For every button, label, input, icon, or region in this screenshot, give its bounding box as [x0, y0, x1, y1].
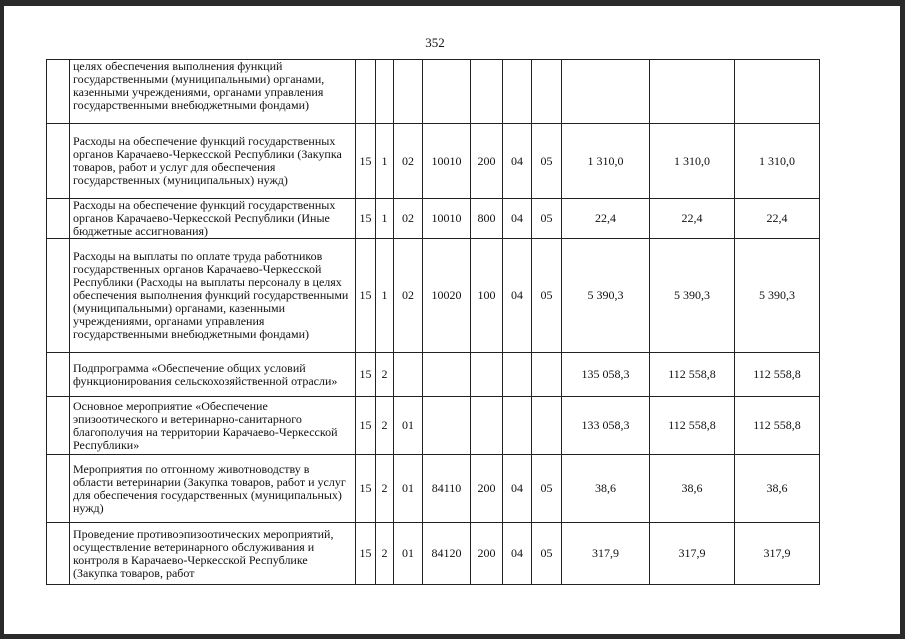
code-cell: 15	[356, 455, 376, 523]
code-cell: 05	[532, 124, 562, 199]
budget-table	[46, 59, 820, 585]
code-cell: 04	[503, 523, 532, 585]
code-cell: 02	[394, 239, 423, 353]
code-cell: 15	[356, 397, 376, 455]
scan-border-left	[0, 0, 4, 639]
amount-cell: 112 558,8	[735, 397, 820, 455]
code-cell	[471, 353, 503, 397]
code-cell	[423, 397, 471, 455]
code-cell: 800	[471, 199, 503, 239]
code-cell	[376, 60, 394, 124]
code-cell	[471, 60, 503, 124]
code-cell: 2	[376, 523, 394, 585]
code-cell	[394, 60, 423, 124]
code-cell: 2	[376, 353, 394, 397]
code-cell: 15	[356, 239, 376, 353]
description-cell: Основное мероприятие «Обеспечение эпизоотического и ветеринарно-санитарного благополучия на территории Карачаево-Черкесской Республики»	[70, 397, 356, 455]
code-cell: 10020	[423, 239, 471, 353]
code-cell: 15	[356, 523, 376, 585]
description-cell: Расходы на обеспечение функций государственных органов Карачаево-Черкесской Республики (Иные бюджетные ассигнования)	[70, 199, 356, 239]
row-number-cell	[47, 199, 70, 239]
code-cell	[532, 353, 562, 397]
row-number-cell	[47, 397, 70, 455]
description-cell: целях обеспечения выполнения функций государственными (муниципальными) органами, казенными учреждениями, органами управления государственными внебюджетными фондами)	[70, 60, 356, 124]
amount-cell: 5 390,3	[650, 239, 735, 353]
description-cell: Мероприятия по отгонному животноводству в области ветеринарии (Закупка товаров, работ и услуг для обеспечения государственных (муниципальных) нужд)	[70, 455, 356, 523]
table-row	[47, 199, 820, 239]
code-cell: 05	[532, 239, 562, 353]
amount-cell: 38,6	[735, 455, 820, 523]
amount-cell: 5 390,3	[562, 239, 650, 353]
code-cell: 01	[394, 455, 423, 523]
amount-cell: 38,6	[562, 455, 650, 523]
table-row	[47, 353, 820, 397]
amount-cell: 22,4	[562, 199, 650, 239]
code-cell	[532, 60, 562, 124]
row-number-cell	[47, 455, 70, 523]
code-cell: 01	[394, 523, 423, 585]
row-number-cell	[47, 523, 70, 585]
code-cell: 84110	[423, 455, 471, 523]
amount-cell: 133 058,3	[562, 397, 650, 455]
code-cell	[503, 60, 532, 124]
amount-cell: 38,6	[650, 455, 735, 523]
code-cell: 1	[376, 199, 394, 239]
amount-cell: 112 558,8	[650, 353, 735, 397]
code-cell: 1	[376, 124, 394, 199]
amount-cell	[735, 60, 820, 124]
table-row	[47, 523, 820, 585]
code-cell	[423, 60, 471, 124]
row-number-cell	[47, 239, 70, 353]
description-cell: Расходы на выплаты по оплате труда работников государственных органов Карачаево-Черкесской Республики (Расходы на выплаты персоналу в целях обеспечения выполнения функций государственными (муниципальными) органами, казенными учреждениями, органами управления государственными внебюджетными фондами)	[70, 239, 356, 353]
code-cell: 04	[503, 124, 532, 199]
amount-cell: 317,9	[650, 523, 735, 585]
row-number-cell	[47, 353, 70, 397]
scan-border-top	[0, 0, 905, 6]
description-cell: Расходы на обеспечение функций государственных органов Карачаево-Черкесской Республики (Закупка товаров, работ и услуг для обеспечения государственных (муниципальных) нужд)	[70, 124, 356, 199]
code-cell: 05	[532, 199, 562, 239]
table-row	[47, 124, 820, 199]
row-number-cell	[47, 124, 70, 199]
code-cell: 02	[394, 199, 423, 239]
code-cell	[356, 60, 376, 124]
code-cell	[423, 353, 471, 397]
code-cell	[532, 397, 562, 455]
code-cell: 15	[356, 353, 376, 397]
code-cell: 05	[532, 523, 562, 585]
code-cell: 2	[376, 455, 394, 523]
code-cell: 200	[471, 124, 503, 199]
description-cell: Проведение противоэпизоотических мероприятий, осуществление ветеринарного обслуживания и контроля в Карачаево-Черкесской Республике (Закупка товаров, работ	[70, 523, 356, 585]
table-row	[47, 239, 820, 353]
code-cell: 01	[394, 397, 423, 455]
scan-border-right	[900, 0, 905, 639]
code-cell	[471, 397, 503, 455]
code-cell: 05	[532, 455, 562, 523]
code-cell: 10010	[423, 124, 471, 199]
code-cell: 10010	[423, 199, 471, 239]
table-row	[47, 60, 820, 124]
code-cell: 1	[376, 239, 394, 353]
code-cell: 200	[471, 523, 503, 585]
code-cell: 2	[376, 397, 394, 455]
amount-cell: 1 310,0	[735, 124, 820, 199]
code-cell: 100	[471, 239, 503, 353]
amount-cell	[650, 60, 735, 124]
code-cell: 04	[503, 199, 532, 239]
amount-cell: 135 058,3	[562, 353, 650, 397]
scan-border-bottom	[0, 634, 905, 639]
code-cell: 02	[394, 124, 423, 199]
table-row	[47, 455, 820, 523]
table-row	[47, 397, 820, 455]
amount-cell: 112 558,8	[735, 353, 820, 397]
code-cell	[394, 353, 423, 397]
code-cell: 15	[356, 199, 376, 239]
amount-cell: 317,9	[735, 523, 820, 585]
amount-cell	[562, 60, 650, 124]
code-cell	[503, 353, 532, 397]
code-cell	[503, 397, 532, 455]
row-number-cell	[47, 60, 70, 124]
code-cell: 200	[471, 455, 503, 523]
amount-cell: 317,9	[562, 523, 650, 585]
amount-cell: 22,4	[735, 199, 820, 239]
code-cell: 15	[356, 124, 376, 199]
amount-cell: 1 310,0	[562, 124, 650, 199]
page-number: 352	[425, 35, 445, 50]
code-cell: 04	[503, 455, 532, 523]
amount-cell: 5 390,3	[735, 239, 820, 353]
code-cell: 04	[503, 239, 532, 353]
description-cell: Подпрограмма «Обеспечение общих условий функционирования сельскохозяйственной отрасли»	[70, 353, 356, 397]
amount-cell: 22,4	[650, 199, 735, 239]
code-cell: 84120	[423, 523, 471, 585]
amount-cell: 1 310,0	[650, 124, 735, 199]
amount-cell: 112 558,8	[650, 397, 735, 455]
